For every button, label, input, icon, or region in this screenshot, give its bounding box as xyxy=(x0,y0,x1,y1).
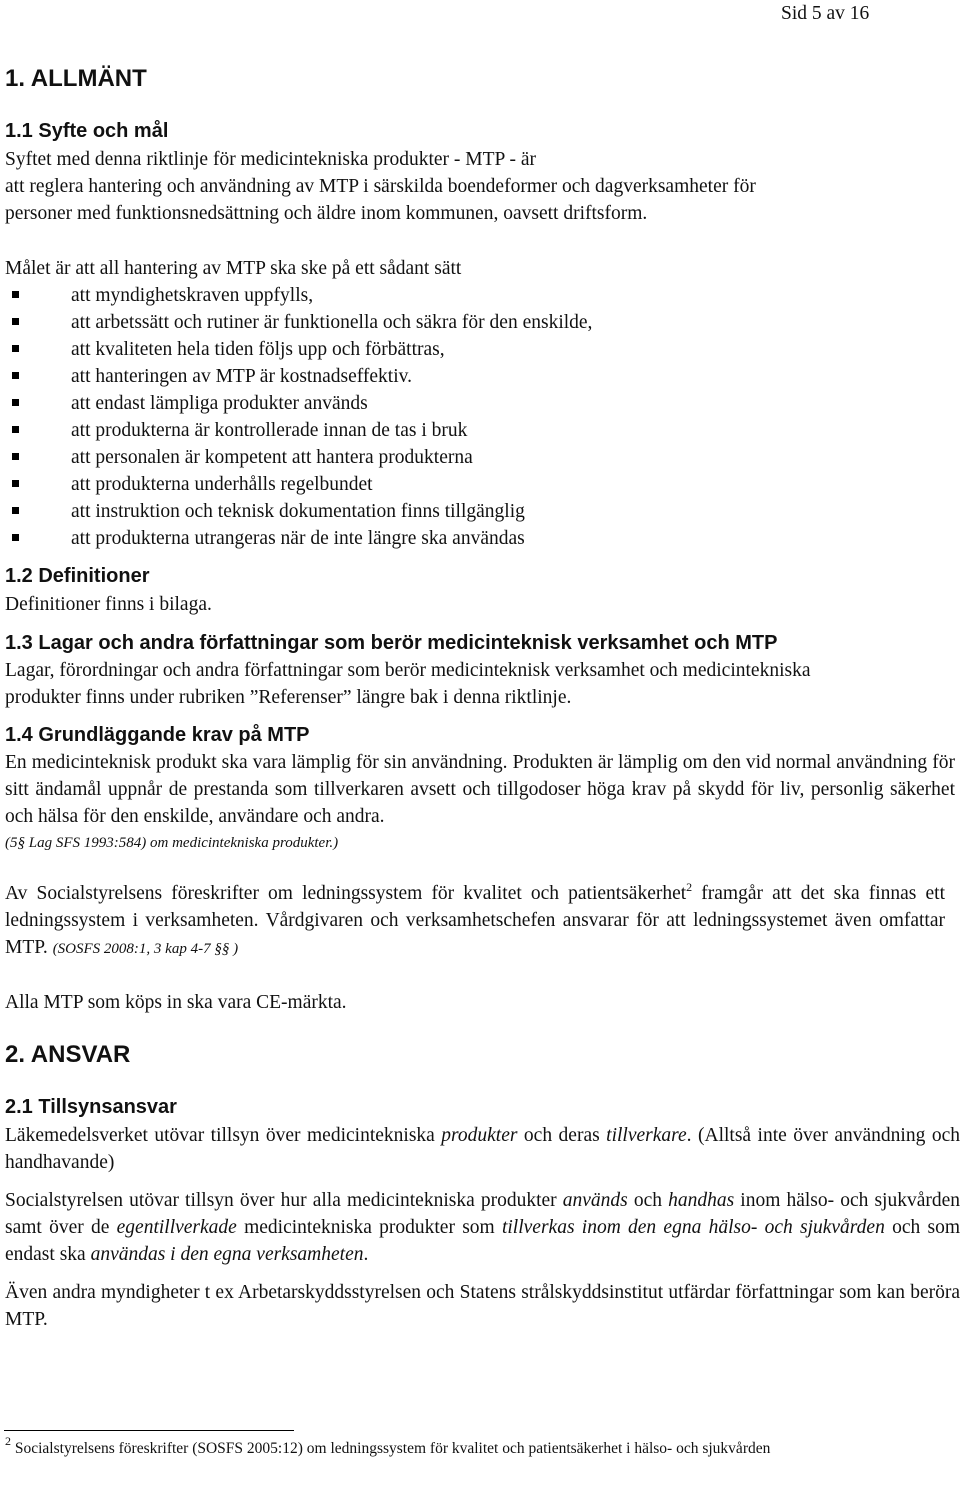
square-bullet-icon xyxy=(12,426,19,433)
list-item: att produkterna underhålls regelbundet xyxy=(0,471,900,498)
section-1-4-reference: (5§ Lag SFS 1993:584) om medicintekniska produkter.) xyxy=(5,835,339,851)
list-item: att arbetssätt och rutiner är funktionella och säkra för den enskilde, xyxy=(0,309,900,336)
section-1-1-line-3: personer med funktionsnedsättning och äldre inom kommunen, oavsett driftsform. xyxy=(5,203,648,224)
square-bullet-icon xyxy=(12,507,19,514)
page-number: Sid 5 av 16 xyxy=(781,3,870,24)
section-2-1-paragraph-2: Socialstyrelsen utövar tillsyn över hur alla medicintekniska produkter används och handhas inom hälso- och sjukvården samt över de egentillverkade medicintekniska produkter som tillverkas inom den egna hälso- och sjukvården och som endast ska användas i den egna verksamheten. xyxy=(5,1190,960,1265)
section-1-title: 1. ALLMÄNT xyxy=(5,65,147,92)
section-1-1-line-1: Syftet med denna riktlinje för medicintekniska produkter - MTP - är xyxy=(5,149,537,170)
section-1-2-title: 1.2 Definitioner xyxy=(5,565,150,587)
square-bullet-icon xyxy=(12,534,19,541)
square-bullet-icon xyxy=(12,399,19,406)
list-item: att instruktion och teknisk dokumentation finns tillgänglig xyxy=(0,498,900,525)
section-1-3-text: Lagar, förordningar och andra författningar som berör medicinteknisk verksamhet och medicintekniska produkter finns under rubriken ”Referenser” längre bak i denna riktlinje. xyxy=(5,660,811,708)
footnote-reference: 2 xyxy=(686,880,693,894)
square-bullet-icon xyxy=(12,291,19,298)
section-2-1-paragraph-1: Läkemedelsverket utövar tillsyn över medicintekniska produkter och deras tillverkare. (Alltså inte över användning och handhavande) xyxy=(5,1125,960,1173)
footnote-divider xyxy=(4,1430,294,1431)
section-1-3-title: 1.3 Lagar och andra författningar som berör medicinteknisk verksamhet och MTP xyxy=(5,632,778,654)
square-bullet-icon xyxy=(12,318,19,325)
square-bullet-icon xyxy=(12,372,19,379)
section-1-4-paragraph-2: Av Socialstyrelsens föreskrifter om ledningssystem för kvalitet och patientsäkerhet$^2$ framgår att det ska finnas ett ledningssystem i verksamheten. Vårdgivaren och verksamhetschefen ansvarar för att ledningssystemet även omfattar MTP. (SOSFS 2008:1, 3 kap 4-7 §§ ) xyxy=(5,880,945,958)
list-item: att personalen är kompetent att hantera produkterna xyxy=(0,444,900,471)
footnote-number: 2 xyxy=(5,1434,11,1448)
list-item: att endast lämpliga produkter används xyxy=(0,390,900,417)
goal-list xyxy=(0,282,900,552)
goal-intro: Målet är att all hantering av MTP ska ske på ett sådant sätt xyxy=(5,258,462,279)
list-item: att kvaliteten hela tiden följs upp och förbättras, xyxy=(0,336,900,363)
section-2-1-paragraph-3: Även andra myndigheter t ex Arbetarskyddsstyrelsen och Statens strålskyddsinstitut utfärdar författningar som kan beröra MTP. xyxy=(5,1282,960,1330)
square-bullet-icon xyxy=(12,453,19,460)
section-1-4-title: 1.4 Grundläggande krav på MTP xyxy=(5,724,310,746)
footnote: $^2$ Socialstyrelsens föreskrifter (SOSFS 2005:12) om ledningssystem för kvalitet och patientsäkerhet i hälso- och sjukvården xyxy=(5,1434,771,1457)
section-2-1-title: 2.1 Tillsynsansvar xyxy=(5,1096,177,1118)
list-item: att produkterna utrangeras när de inte längre ska användas xyxy=(0,525,900,552)
sosfs-reference: (SOSFS 2008:1, 3 kap 4-7 §§ ) xyxy=(52,941,239,957)
section-2-title: 2. ANSVAR xyxy=(5,1041,131,1068)
section-1-4-paragraph-3: Alla MTP som köps in ska vara CE-märkta. xyxy=(5,992,347,1013)
list-item: att produkterna är kontrollerade innan de tas i bruk xyxy=(0,417,900,444)
section-1-1-line-2: att reglera hantering och användning av MTP i särskilda boendeformer och dagverksamheter för xyxy=(5,176,756,197)
section-1-4-text: En medicinteknisk produkt ska vara lämplig för sin användning. Produkten är lämplig om den vid normal användning för sitt ändamål uppnår de prestanda som tillverkaren avsett och tillgodoser höga krav på skydd för liv, personlig säkerhet och hälsa för den enskilde, användare och andra. xyxy=(5,752,955,827)
square-bullet-icon xyxy=(12,345,19,352)
section-1-2-text: Definitioner finns i bilaga. xyxy=(5,594,212,615)
square-bullet-icon xyxy=(12,480,19,487)
list-item: att myndighetskraven uppfylls, xyxy=(0,282,900,309)
section-1-1-title: 1.1 Syfte och mål xyxy=(5,120,169,142)
list-item: att hanteringen av MTP är kostnadseffektiv. xyxy=(0,363,900,390)
